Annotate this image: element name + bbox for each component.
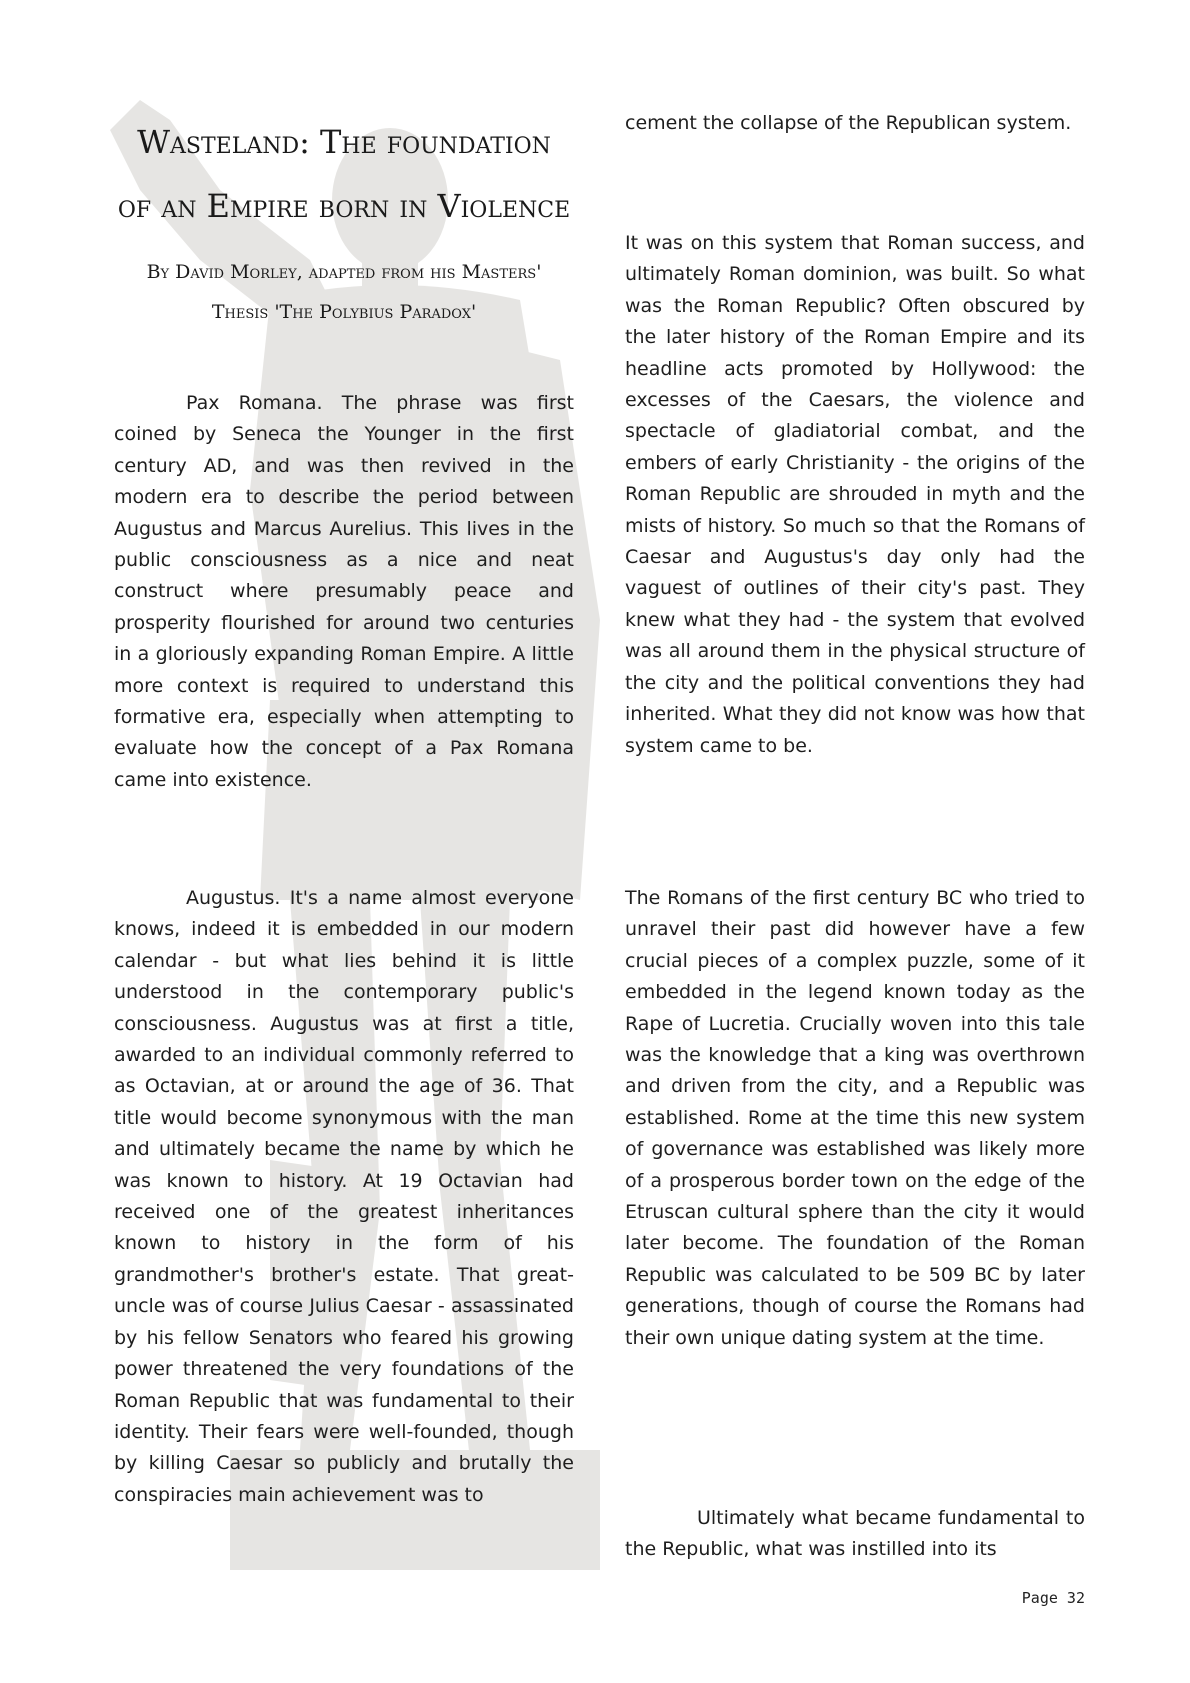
byline-line-2: Thesis 'The Polybius Paradox'	[211, 301, 477, 323]
title-line-1: Wasteland: The foundation	[137, 123, 551, 161]
article-title	[114, 110, 574, 238]
left-paragraph-2	[114, 883, 574, 1511]
paragraph-roman-republic: It was on this system that Roman success, and ultimately Roman dominion, was built. So what was the Roman Republic? Often obscured by the later history of the Roman Empire and its headline acts promoted by Hollywood: the excesses of the Caesars, the violence and spectacle of gladiatorial combat, and the embers of early Christianity - the origins of the Roman Republic are shrouded in myth and the mists of history. So much so that the Romans of Caesar and Augustus's day only had the vaguest of outlines of their city's past. They knew what they had - the system that evolved was all around them in the physical structure of the city and the political conventions they had inherited. What they did not know was how that system came to be.	[625, 232, 1085, 757]
article-byline	[114, 252, 574, 332]
byline-line-1: By David Morley, adapted from his Masters'	[146, 261, 542, 283]
paragraph-augustus: Augustus. It's a name almost everyone knows, indeed it is embedded in our modern calendar - but what lies behind it is little understood in the contemporary public's consciousness. Augustus was at first a title, awarded to an individual commonly referred to as Octavian, at or around the age of 36. That title would become synonymous with the man and ultimately became the name by which he was known to history. At 19 Octavian had received one of the greatest inheritances known to history in the form of his grandmother's brother's estate. That great-uncle was of course Julius Caesar - assassinated by his fellow Senators who feared his growing power threatened the very foundations of the Roman Republic that was fundamental to their identity. Their fears were well-founded, though by killing Caesar so publicly and brutally the conspiracies main achievement was to	[114, 887, 574, 1506]
paragraph-ultimately: Ultimately what became fundamental to the Republic, what was instilled into its	[625, 1507, 1085, 1561]
title-line-2: of an Empire born in Violence	[117, 187, 571, 225]
right-paragraph-2	[625, 228, 1085, 762]
paragraph-pax-romana: Pax Romana. The phrase was first coined by Seneca the Younger in the first century AD, and was then revived in the modern era to describe the period between Augustus and Marcus Aurelius. This lives in the public consciousness as a nice and neat construct where presumably peace and prosperity flourished for around two centuries in a gloriously expanding Roman Empire. A little more context is required to understand this formative era, especially when attempting to evaluate how the concept of a Pax Romana came into existence.	[114, 392, 574, 791]
right-paragraph-4	[625, 1503, 1085, 1566]
paragraph-cement-collapse: cement the collapse of the Republican system.	[625, 112, 1072, 134]
right-paragraph-1	[625, 108, 1085, 139]
page-number: Page 32	[1021, 1589, 1085, 1607]
right-paragraph-3	[625, 883, 1085, 1354]
left-paragraph-1	[114, 388, 574, 796]
paragraph-first-century: The Romans of the first century BC who tried to unravel their past did however have a few crucial pieces of a complex puzzle, some of it embedded in the legend known today as the Rape of Lucretia. Crucially woven into this tale was the knowledge that a king was overthrown and driven from the city, and a Republic was established. Rome at the time this new system of governance was established was likely more of a prosperous border town on the edge of the Etruscan cultural sphere than the city it would later become. The foundation of the Roman Republic was calculated to be 509 BC by later generations, though of course the Romans had their own unique dating system at the time.	[625, 887, 1085, 1349]
